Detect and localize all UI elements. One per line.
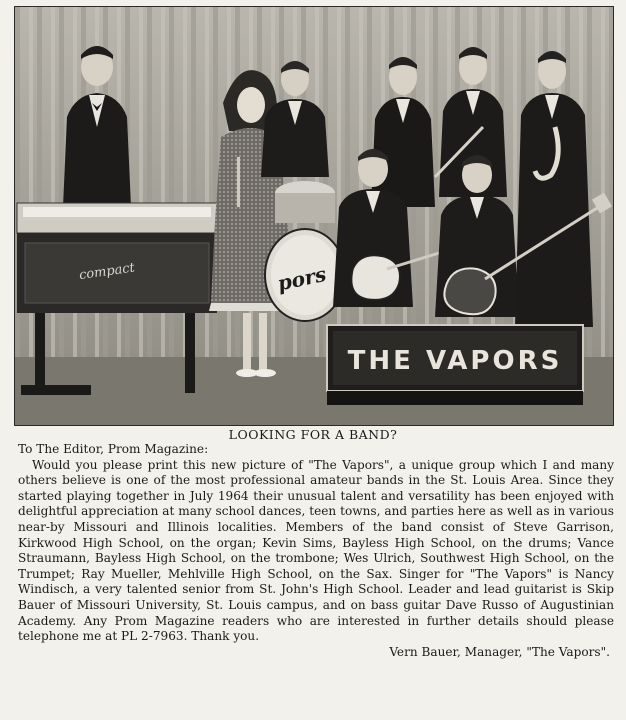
headline: LOOKING FOR A BAND? xyxy=(228,427,398,442)
band-name-sign-text: THE VAPORS xyxy=(347,346,563,376)
organ-brand-label: compact xyxy=(78,260,136,284)
letter-body: Would you please print this new picture of "The Vapors", a unique group which I and many others believe is one of the most professional amateur bands in the St. Louis Area. Since they started playing together in July 1964 their unusual talent and versatility has been enjoyed with delightful appreciation at many school dances, teen towns, and parties here as well as in various near-by Missouri and Illinois localities. Members of the band consist of Steve Garrison, Kirkwood High School, on the organ; Kevin Sims, Bayless High School, on the drums; Vance Straumann, Bayless High School, on the trombone; Wes Ulrich, Southwest High School, on the Trumpet; Ray Mueller, Mehlville High School, on the Sax. Singer for "The Vapors" is Nancy Windisch, a very talented senior from St. John's High School. Leader and lead guitarist is Skip Bauer of Missouri University, St. Louis campus, and on bass guitar Dave Russo of Augustinian Academy. Any Prom Magazine readers who are interested in further details should please telephone me at PL 2-7963. Thank you. xyxy=(18,457,614,644)
drum-logo: pors xyxy=(275,261,329,296)
band-name-sign xyxy=(327,325,583,405)
band-photo xyxy=(14,6,614,426)
letter-to-editor xyxy=(18,442,614,660)
signature: Vern Bauer, Manager, "The Vapors". xyxy=(389,644,610,659)
salutation: To The Editor, Prom Magazine: xyxy=(18,442,209,456)
